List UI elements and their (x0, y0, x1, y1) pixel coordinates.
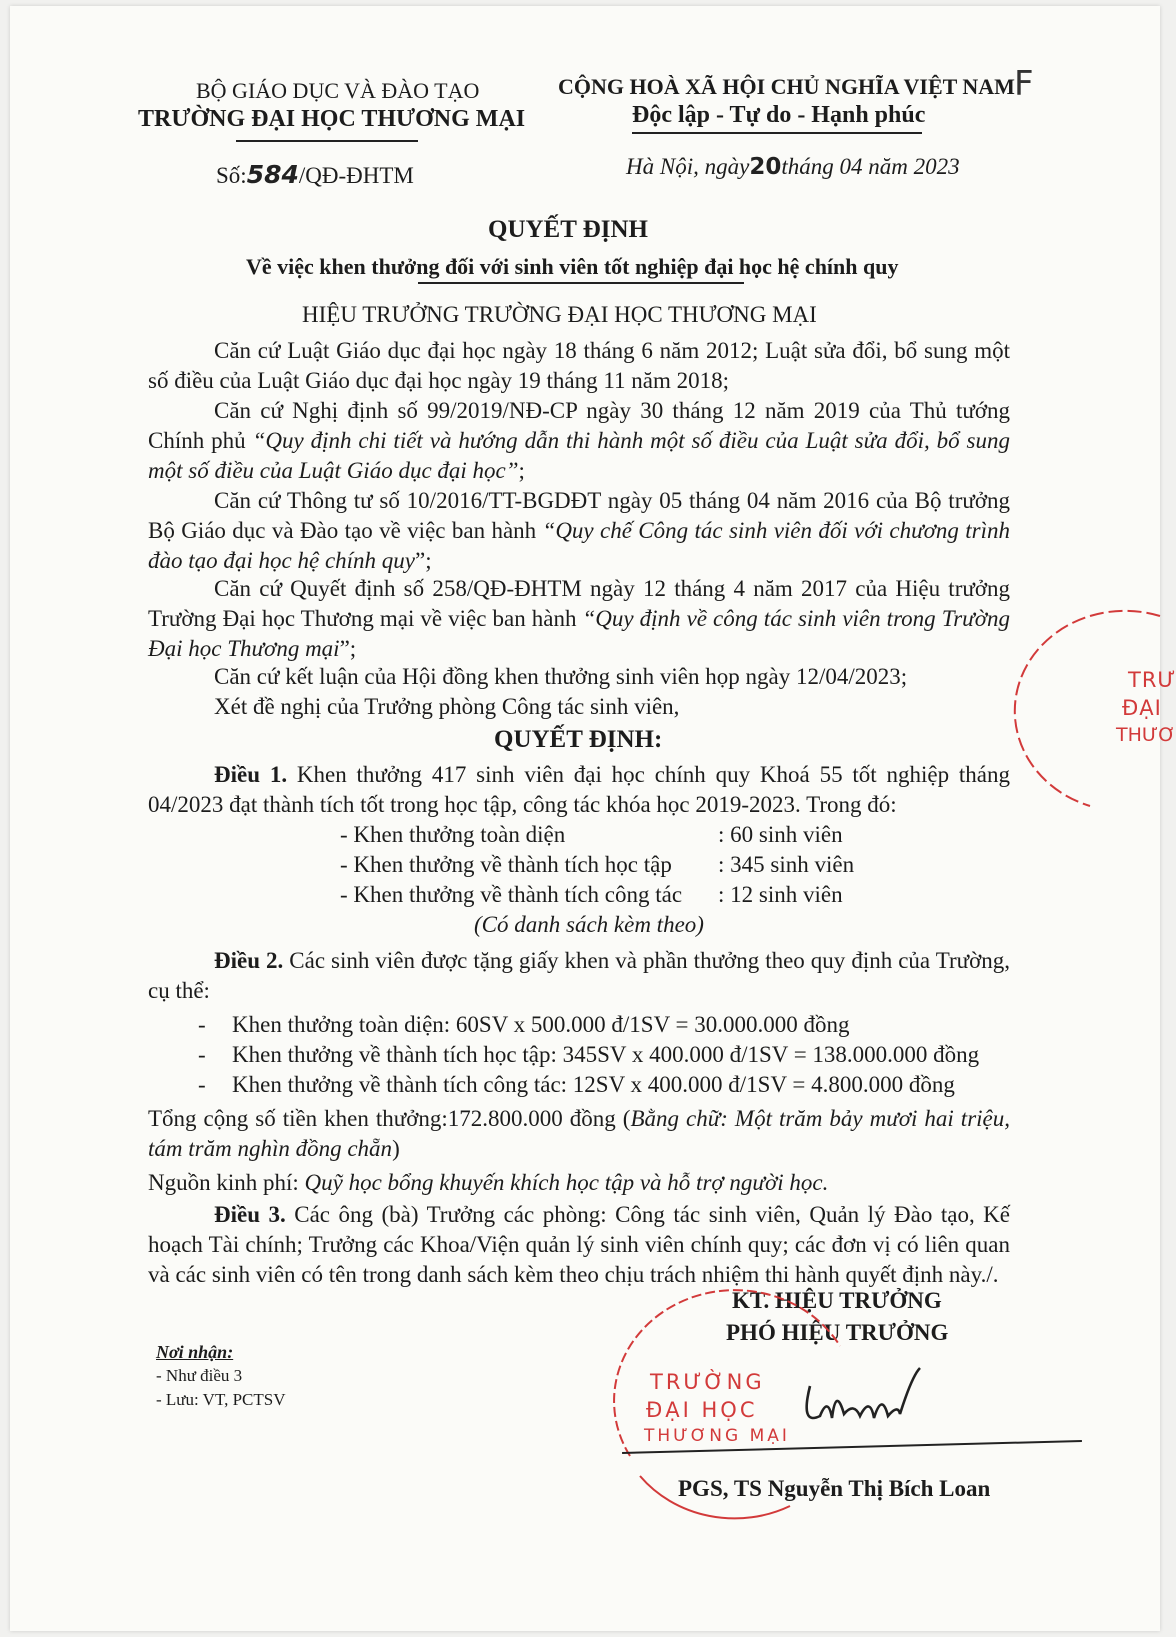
funding-source (148, 1168, 1010, 1198)
reward-total-text: Tổng cộng số tiền khen thưởng:172.800.000 đồng ( (148, 1106, 631, 1131)
recipient-item: - Lưu: VT, PCTSV (156, 1390, 286, 1409)
reward-total (148, 1104, 1010, 1164)
recipient-item: - Như điều 3 (156, 1366, 243, 1385)
document-subject: Về việc khen thưởng đối với sinh viên tốt nghiệp đại học hệ chính quy (246, 254, 899, 279)
number-prefix: Số: (216, 163, 247, 188)
article-1-label: Điều 1. (214, 762, 288, 787)
basis-2-end: ; (518, 458, 525, 483)
number-handwritten: 584 (246, 160, 299, 189)
side-stamp (1070, 606, 1176, 816)
document-heading: QUYẾT ĐỊNH (488, 216, 648, 243)
side-stamp-line: ĐẠI (1122, 696, 1162, 720)
side-stamp-line: TRƯ (1128, 668, 1176, 692)
basis-2 (148, 396, 1010, 486)
country-name: CỘNG HOÀ XÃ HỘI CHỦ NGHĨA VIỆT NAM (558, 74, 1015, 99)
side-stamp-line: THƯƠ (1116, 724, 1176, 746)
article-1-item: - Khen thưởng toàn diện (340, 822, 566, 847)
reward-total-end: ) (392, 1136, 400, 1161)
subject-underline (418, 282, 744, 284)
article-1-item-value: : 12 sinh viên (718, 882, 843, 907)
reward-dash: - (198, 1072, 206, 1097)
basis-3 (148, 486, 1010, 576)
signer-name: PGS, TS Nguyễn Thị Bích Loan (678, 1476, 991, 1501)
handwritten-signature-icon (770, 1356, 1050, 1476)
article-1-text: Khen thưởng 417 sinh viên đại học chính quy Khoá 55 tốt nghiệp tháng 04/2023 đạt thành tích tốt trong học tập, công tác khóa học 2019-2023. Trong đó: (148, 762, 1011, 817)
article-2-text: Các sinh viên được tặng giấy khen và phần thưởng theo quy định của Trường, cụ thể: (148, 948, 1010, 1003)
number-suffix: /QĐ-ĐHTM (298, 163, 414, 188)
basis-2-text: Căn cứ Nghị định số 99/2019/NĐ-CP ngày 30 tháng 12 năm 2019 của Thủ tướng Chính phủ (148, 398, 1010, 453)
issue-date (626, 154, 960, 180)
university-name: TRƯỜNG ĐẠI HỌC THƯƠNG MẠI (138, 106, 526, 132)
document-page (10, 6, 1176, 1631)
margin-handwritten-mark: F (1014, 64, 1034, 104)
reward-dash: - (198, 1012, 206, 1037)
article-3 (148, 1200, 1010, 1290)
basis-1: Căn cứ Luật Giáo dục đại học ngày 18 tháng 6 năm 2012; Luật sửa đổi, bổ sung một số điều của Luật Giáo dục đại học ngày 19 tháng 11 năm 2018; (148, 338, 1010, 393)
reward-total-in-words: Bằng chữ: Một trăm bảy mươi hai triệu, tám trăm nghìn đồng chẵn (148, 1106, 1010, 1161)
article-2 (148, 946, 1010, 1006)
header-left-underline (236, 140, 418, 142)
basis-3-italic: “Quy chế Công tác sinh viên đối với chương trình đào tạo đại học hệ chính quy (148, 518, 1010, 573)
article-3-text: Các ông (bà) Trưởng các phòng: Công tác sinh viên, Quản lý Đào tạo, Kế hoạch Tài chính; Trưởng các Khoa/Viện quản lý sinh viên chính quy; các đơn vị có liên quan và các sinh viên có tên trong danh sách kèm theo chịu trách nhiệm thi hành quyết định này./. (148, 1202, 1011, 1287)
attached-list-note: (Có danh sách kèm theo) (474, 912, 704, 937)
decision-heading: QUYẾT ĐỊNH: (494, 726, 663, 753)
signature-on-behalf: KT. HIỆU TRƯỞNG (732, 1288, 942, 1313)
basis-4 (148, 574, 1010, 664)
article-1 (148, 760, 1010, 820)
recipients-heading: Nơi nhận: (156, 1342, 234, 1362)
funding-source-value: Quỹ học bổng khuyến khích học tập và hỗ trợ người học. (304, 1170, 829, 1195)
reward-dash: - (198, 1042, 206, 1067)
basis-6: Xét đề nghị của Trưởng phòng Công tác sinh viên, (214, 694, 680, 719)
basis-4-text: Căn cứ Quyết định số 258/QĐ-ĐHTM ngày 12 tháng 4 năm 2017 của Hiệu trưởng Trường Đại học Thương mại về việc ban hành (148, 576, 1010, 631)
funding-source-label: Nguồn kinh phí: (148, 1170, 305, 1195)
basis-3-end: ”; (415, 548, 432, 573)
header-right-underline (632, 132, 922, 134)
article-1-item-value: : 60 sinh viên (718, 822, 843, 847)
date-suffix: tháng 04 năm 2023 (781, 154, 960, 179)
basis-5: Căn cứ kết luận của Hội đồng khen thưởng sinh viên họp ngày 12/04/2023; (214, 664, 908, 689)
basis-3-text: Căn cứ Thông tư số 10/2016/TT-BGDĐT ngày 05 tháng 04 năm 2016 của Bộ trưởng Bộ Giáo dục và Đào tạo về việc ban hành (148, 488, 1010, 543)
article-2-label: Điều 2. (214, 948, 284, 973)
date-day-handwritten: 20 (749, 154, 782, 180)
reward-line: Khen thưởng về thành tích học tập: 345SV x 400.000 đ/1SV = 138.000.000 đồng (232, 1042, 980, 1067)
ministry-name: BỘ GIÁO DỤC VÀ ĐÀO TẠO (196, 78, 480, 103)
article-1-item: - Khen thưởng về thành tích công tác (340, 882, 683, 907)
basis-4-end: ”; (339, 636, 357, 661)
decision-number (216, 160, 414, 189)
article-1-item: - Khen thưởng về thành tích học tập (340, 852, 672, 877)
article-1-item-value: : 345 sinh viên (718, 852, 855, 877)
signature-position: PHÓ HIỆU TRƯỞNG (726, 1320, 949, 1345)
date-prefix: Hà Nội, ngày (626, 154, 750, 179)
seal-line: ĐẠI HỌC (646, 1398, 758, 1422)
seal-line: THƯƠNG MẠI (644, 1426, 790, 1446)
reward-line: Khen thưởng về thành tích công tác: 12SV x 400.000 đ/1SV = 4.800.000 đồng (232, 1072, 955, 1097)
article-3-label: Điều 3. (214, 1202, 286, 1227)
national-motto: Độc lập - Tự do - Hạnh phúc (632, 102, 926, 128)
basis-4-italic: “Quy định về công tác sinh viên trong Trường Đại học Thương mại (148, 606, 1010, 661)
reward-line: Khen thưởng toàn diện: 60SV x 500.000 đ/1SV = 30.000.000 đồng (232, 1012, 850, 1037)
issuing-authority: HIỆU TRƯỞNG TRƯỜNG ĐẠI HỌC THƯƠNG MẠI (302, 302, 817, 327)
basis-2-italic: “Quy định chi tiết và hướng dẫn thi hành một số điều của Luật sửa đổi, bổ sung một số điều của Luật Giáo dục đại học” (148, 428, 1011, 483)
seal-line: TRƯỜNG (650, 1370, 765, 1394)
